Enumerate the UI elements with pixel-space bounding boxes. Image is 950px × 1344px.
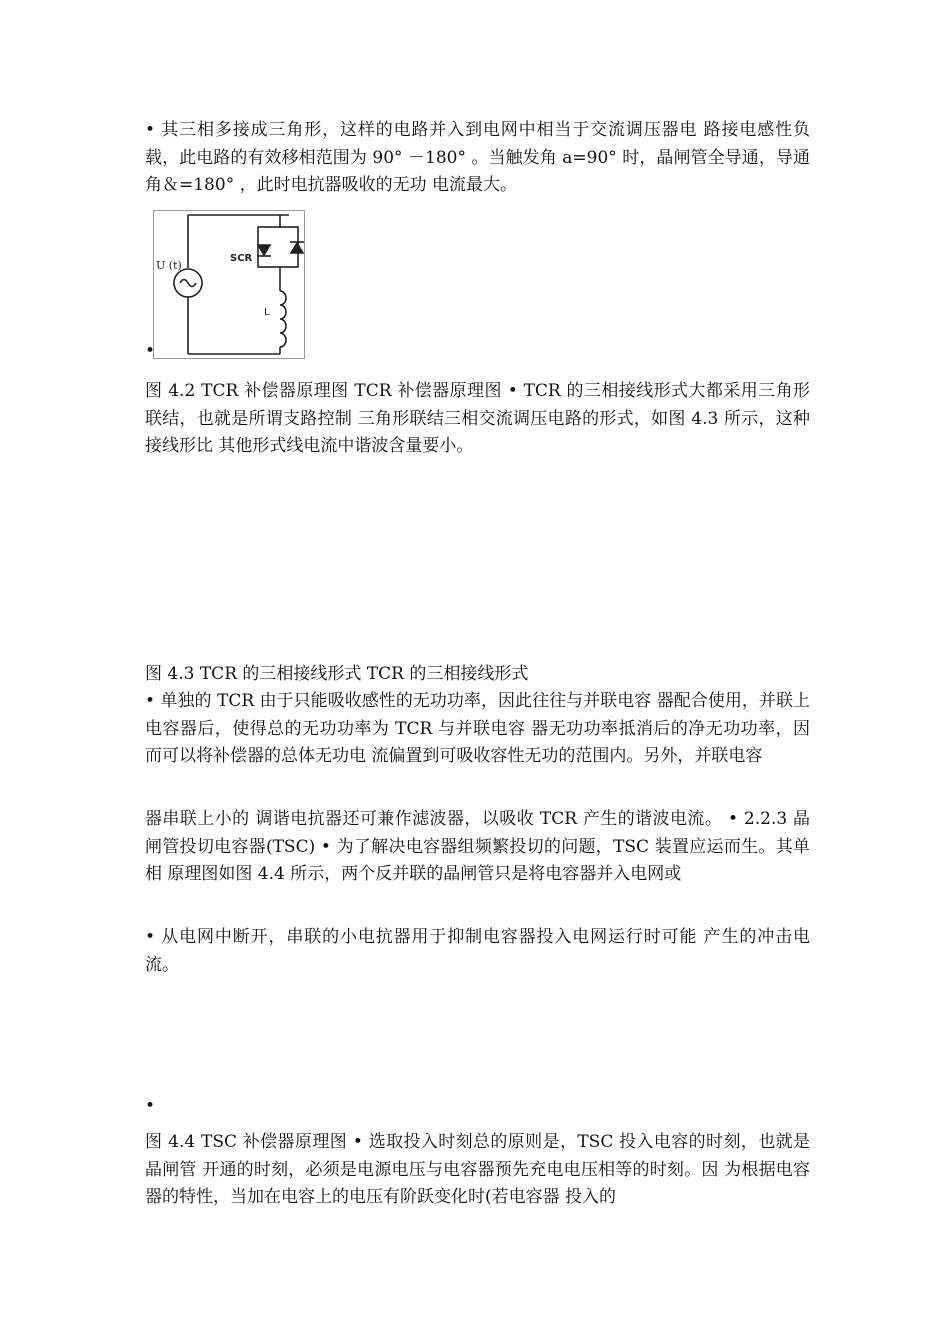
figure-4-3-caption: 图 4.3 TCR 的三相接线形式 TCR 的三相接线形式 <box>145 664 529 684</box>
inductor-label: L <box>264 307 270 318</box>
source-label: U (t) <box>156 259 182 272</box>
paragraph-6: 图 4.4 TSC 补偿器原理图 • 选取投入时刻总的原则是，TSC 投入电容的时刻，也就是晶闸管 开通的时刻，必须是电源电压与电容器预先充电电压相等的时刻。因 为根据电容器的特性，当加在电容上的电压有阶跃变化时(若电容器 投入的 <box>145 1132 810 1207</box>
figure-bullet: • <box>145 341 156 361</box>
lone-bullet: • <box>145 1096 156 1116</box>
tcr-circuit-diagram <box>154 211 304 358</box>
paragraph-5: • 从电网中断开，串联的小电抗器用于抑制电容器投入电网运行时可能 产生的冲击电流。 <box>145 927 810 975</box>
paragraph-1: • 其三相多接成三角形，这样的电路并入到电网中相当于交流调压器电 路接电感性负载，此电路的有效移相范围为 90° －180° 。当触发角 a=90° 时，晶闸管全导通，导通角＆=180° ，此时电抗器吸收的无功 电流最大。 <box>145 120 810 195</box>
scr-label: SCR <box>230 253 253 264</box>
tcr-circuit-figure <box>153 210 305 359</box>
paragraph-4: 器串联上小的 调谐电抗器还可兼作滤波器，以吸收 TCR 产生的谐波电流。 • 2.2.3 晶闸管投切电容器(TSC) • 为了解决电容器组频繁投切的问题，TSC 装置应运而生。其单相 原理图如图 4.4 所示，两个反并联的晶闸管只是将电容器并入电网或 <box>145 809 810 884</box>
paragraph-2: 图 4.2 TCR 补偿器原理图 TCR 补偿器原理图 • TCR 的三相接线形式大都采用三角形联结，也就是所谓支路控制 三角形联结三相交流调压电路的形式，如图 4.3 所示，这种接线形比 其他形式线电流中谐波含量要小。 <box>145 381 810 456</box>
paragraph-3: • 单独的 TCR 由于只能吸收感性的无功功率，因此往往与并联电容 器配合使用，并联上电容器后，使得总的无功功率为 TCR 与并联电容 器无功功率抵消后的净无功功率，因而可以将补偿器的总体无功电 流偏置到可吸收容性无功的范围内。另外，并联电容 <box>145 691 810 766</box>
